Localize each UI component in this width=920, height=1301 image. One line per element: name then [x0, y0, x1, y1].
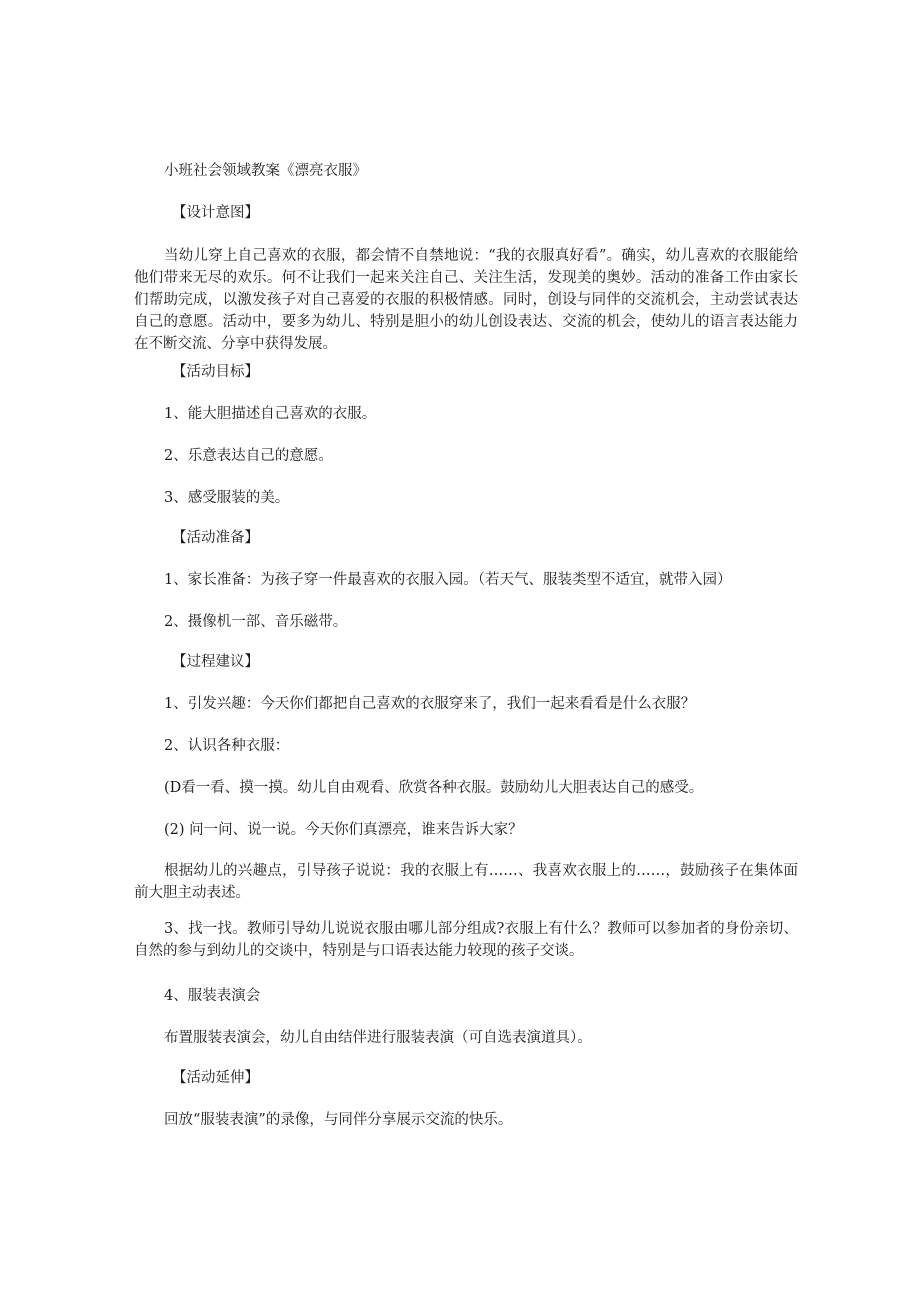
process-paragraph: 布置服装表演会，幼儿自由结伴进行服装表演（可自选表演道具）。 [164, 1030, 592, 1046]
process-paragraph: 根据幼儿的兴趣点，引导孩子说说：我的衣服上有……、我喜欢衣服上的……，鼓励孩子在集体面前大胆主动表述。 [134, 863, 798, 901]
process-heading: 【过程建议】 [172, 654, 259, 670]
process-substep: (D看一看、摸一摸。幼儿自由观看、欣赏各种衣服。鼓励幼儿大胆表达自己的感受。 [164, 780, 704, 796]
extension-body: 回放“服装表演”的录像，与同伴分享展示交流的快乐。 [164, 1112, 513, 1128]
prep-item: 1、家长准备：为孩子穿一件最喜欢的衣服入园。（若天气、服装类型不适宜，就带入园） [164, 572, 732, 588]
design-body: 当幼儿穿上自己喜欢的衣服，都会情不自禁地说：“我的衣服真好看”。确实，幼儿喜欢的衣服能给他们带来无尽的欢乐。何不让我们一起来关注自己、关注生活，发现美的奥妙。活动的准备工作由家长们帮助完成，以激发孩子对自己喜爱的衣服的积极情感。同时，创设与同伴的交流机会，主动尝试表达自己的意愿。活动中，要多为幼儿、特别是胆小的幼儿创设表达、交流的机会，使幼儿的语言表达能力在不断交流、分享中获得发展。 [134, 248, 798, 352]
goal-item: 1、能大胆描述自己喜欢的衣服。 [164, 406, 377, 422]
goals-heading: 【活动目标】 [172, 364, 259, 380]
design-heading: 【设计意图】 [172, 205, 259, 221]
goal-item: 2、乐意表达自己的意愿。 [164, 448, 333, 464]
prep-item: 2、摄像机一部、音乐磁带。 [164, 614, 348, 630]
prep-heading: 【活动准备】 [172, 530, 259, 546]
extension-heading: 【活动延伸】 [172, 1070, 259, 1086]
document-title: 小班社会领域教案《漂亮衣服》 [164, 163, 367, 179]
goal-item: 3、感受服装的美。 [164, 490, 290, 506]
process-step: 1、引发兴趣：今天你们都把自己喜欢的衣服穿来了，我们一起来看看是什么衣服？ [164, 696, 696, 712]
process-step: 4、服装表演会 [164, 988, 261, 1004]
process-step: 3、找一找。教师引导幼儿说说衣服由哪儿部分组成?衣服上有什么？教师可以参加者的身份亲切、自然的参与到幼儿的交谈中，特别是与口语表达能力较现的孩子交谈。 [134, 921, 798, 959]
process-substep: (2) 问一问、说一说。今天你们真漂亮，谁来告诉大家？ [164, 822, 523, 838]
process-step: 2、认识各种衣服： [164, 738, 290, 754]
